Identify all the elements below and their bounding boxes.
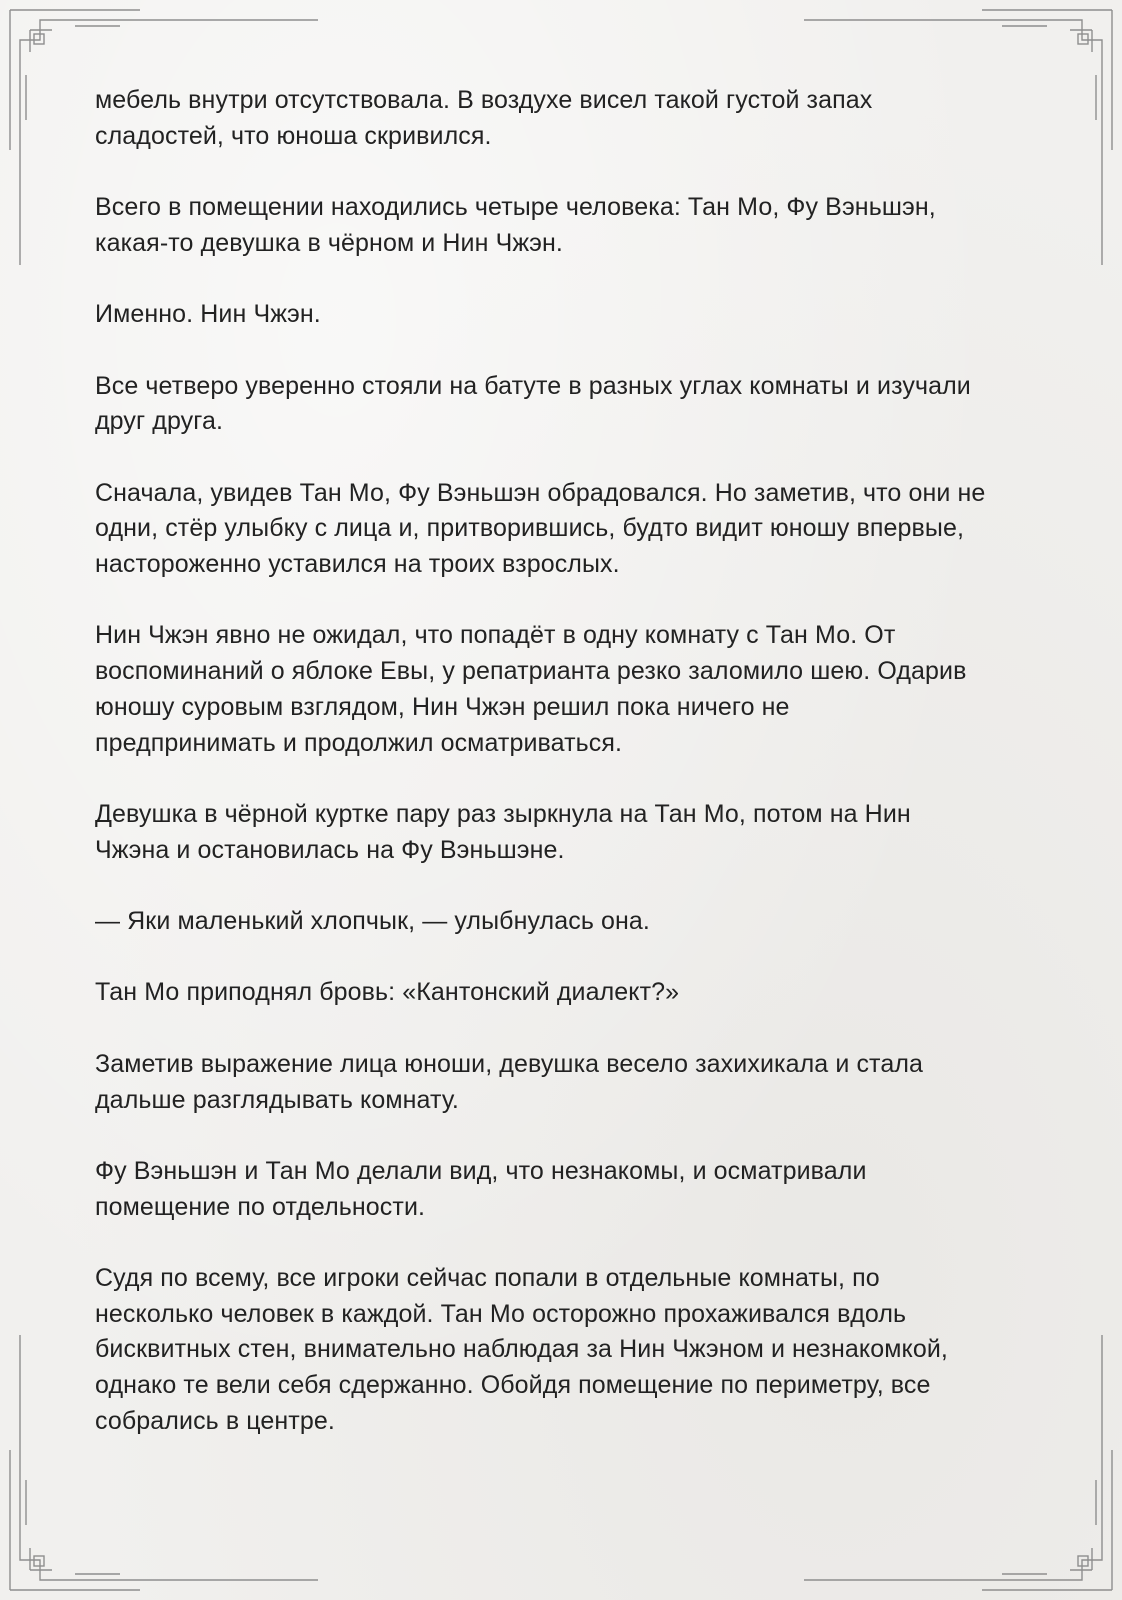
text-line: какая-то девушка в чёрном и Нин Чжэн.	[95, 228, 563, 257]
text-line: Девушка в чёрной куртке пару раз зыркнула на Тан Мо, потом на Нин	[95, 799, 911, 828]
text-line: мебель внутри отсутствовала. В воздухе висел такой густой запах	[95, 86, 873, 114]
paragraph	[95, 618, 1035, 761]
text-line: Заметив выражение лица юноши, девушка весело захихикала и стала	[95, 1049, 924, 1078]
text-line: сладостей, что юноша скривился.	[95, 121, 492, 150]
document-body	[95, 83, 1035, 1475]
text-line: — Яки маленький хлопчык, — улыбнулась она.	[95, 907, 650, 936]
paragraph	[95, 904, 1035, 940]
paragraph	[95, 975, 1035, 1011]
text-line: настороженно уставился на троих взрослых.	[95, 550, 620, 579]
text-line: Чжэна и остановилась на Фу Вэньшэне.	[95, 835, 565, 864]
text-line: собрались в центре.	[95, 1406, 335, 1435]
text-line: юношу суровым взглядом, Нин Чжэн решил пока ничего не	[95, 692, 790, 721]
text-line: Тан Мо приподнял бровь: «Кантонский диалект?»	[95, 978, 680, 1007]
text-line: воспоминаний о яблоке Евы, у репатрианта резко заломило шею. Одарив	[95, 657, 967, 686]
text-line: друг друга.	[95, 407, 224, 436]
text-line: одни, стёр улыбку с лица и, притворившись, будто видит юношу впервые,	[95, 514, 964, 543]
text-line: предпринимать и продолжил осматриваться.	[95, 728, 623, 757]
paragraph	[95, 476, 1035, 583]
text-line: Всего в помещении находились четыре человека: Тан Мо, Фу Вэньшэн,	[95, 193, 936, 222]
text-line: Сначала, увидев Тан Мо, Фу Вэньшэн обрадовался. Но заметив, что они не	[95, 478, 986, 507]
text-line: Все четверо уверенно стояли на батуте в разных углах комнаты и изучали	[95, 371, 971, 400]
text-line: Именно. Нин Чжэн.	[95, 300, 321, 329]
text-line: однако те вели себя сдержанно. Обойдя помещение по периметру, все	[95, 1371, 931, 1400]
text-line: дальше разглядывать комнату.	[95, 1085, 459, 1114]
text-line: бисквитных стен, внимательно наблюдая за Нин Чжэном и незнакомкой,	[95, 1335, 948, 1364]
paragraph	[95, 190, 1035, 261]
paragraph	[95, 297, 1035, 333]
paragraph	[95, 1261, 1035, 1440]
text-line: Судя по всему, все игроки сейчас попали в отдельные комнаты, по	[95, 1264, 880, 1293]
paragraph	[95, 1047, 1035, 1118]
text-line: помещение по отдельности.	[95, 1192, 426, 1221]
paragraph	[95, 83, 1035, 154]
text-line: несколько человек в каждой. Тан Мо осторожно прохаживался вдоль	[95, 1299, 907, 1328]
paragraph	[95, 1154, 1035, 1225]
text-line: Нин Чжэн явно не ожидал, что попадёт в одну комнату с Тан Мо. От	[95, 621, 896, 650]
paragraph	[95, 369, 1035, 440]
text-line: Фу Вэньшэн и Тан Мо делали вид, что незнакомы, и осматривали	[95, 1156, 867, 1185]
paragraph	[95, 797, 1035, 868]
